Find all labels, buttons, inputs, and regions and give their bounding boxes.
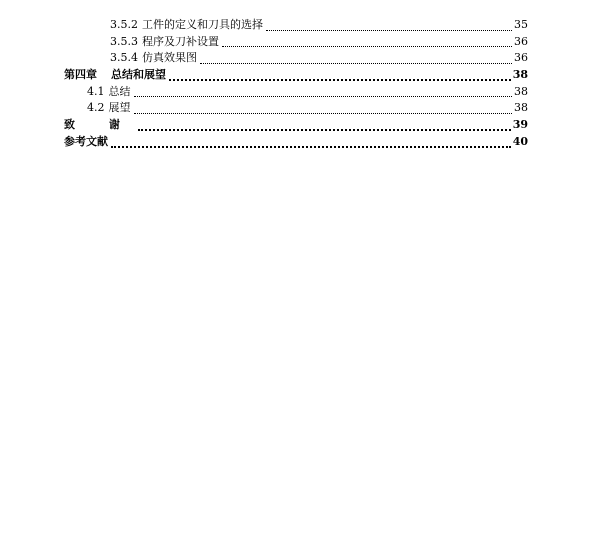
toc-page-number: 38 (514, 101, 528, 115)
toc-title: 仿真效果图 (142, 51, 197, 65)
toc-page-number: 40 (512, 134, 528, 148)
dot-leader (169, 78, 511, 81)
toc-page-number: 38 (512, 68, 528, 82)
toc-title: 工件的定义和刀具的选择 (142, 18, 263, 31)
toc-title: 参考文献 (64, 134, 108, 148)
dot-leader (134, 95, 513, 97)
toc-entry-4-2[interactable] (64, 100, 528, 117)
toc-number: 3.5.2 (110, 18, 138, 31)
toc-page-number: 35 (514, 18, 528, 31)
toc-title: 程序及刀补设置 (142, 34, 219, 48)
dot-leader (134, 112, 513, 114)
toc-title: 展望 (108, 101, 131, 115)
dot-leader (138, 128, 511, 131)
toc-entry-4-1[interactable] (64, 84, 528, 101)
toc-page-number: 39 (512, 118, 528, 132)
toc-page-number: 38 (514, 84, 528, 98)
toc-entry-chapter-4[interactable] (64, 67, 528, 84)
toc-number: 4.2 (87, 101, 105, 115)
toc-number: 3.5.3 (110, 34, 138, 48)
toc-number: 第四章 (64, 68, 97, 82)
toc-number: 4.1 (87, 84, 105, 98)
toc-entry-3-5-2[interactable] (64, 17, 528, 34)
toc-number: 3.5.4 (110, 51, 138, 65)
dot-leader (222, 45, 512, 47)
toc-page-number: 36 (514, 51, 528, 65)
dot-leader (200, 62, 512, 64)
toc-title: 总结 (108, 84, 131, 98)
toc-page-number: 36 (514, 34, 528, 48)
toc-title: 总结和展望 (111, 68, 166, 82)
toc-entry-3-5-3[interactable] (64, 34, 528, 51)
dot-leader (111, 145, 511, 148)
toc-entry-references[interactable] (64, 134, 528, 151)
dot-leader (266, 29, 512, 31)
toc-title: 致 谢 (64, 118, 135, 132)
table-of-contents (64, 17, 528, 151)
toc-entry-3-5-4[interactable] (64, 50, 528, 67)
toc-entry-acknowledgements[interactable] (64, 117, 528, 134)
